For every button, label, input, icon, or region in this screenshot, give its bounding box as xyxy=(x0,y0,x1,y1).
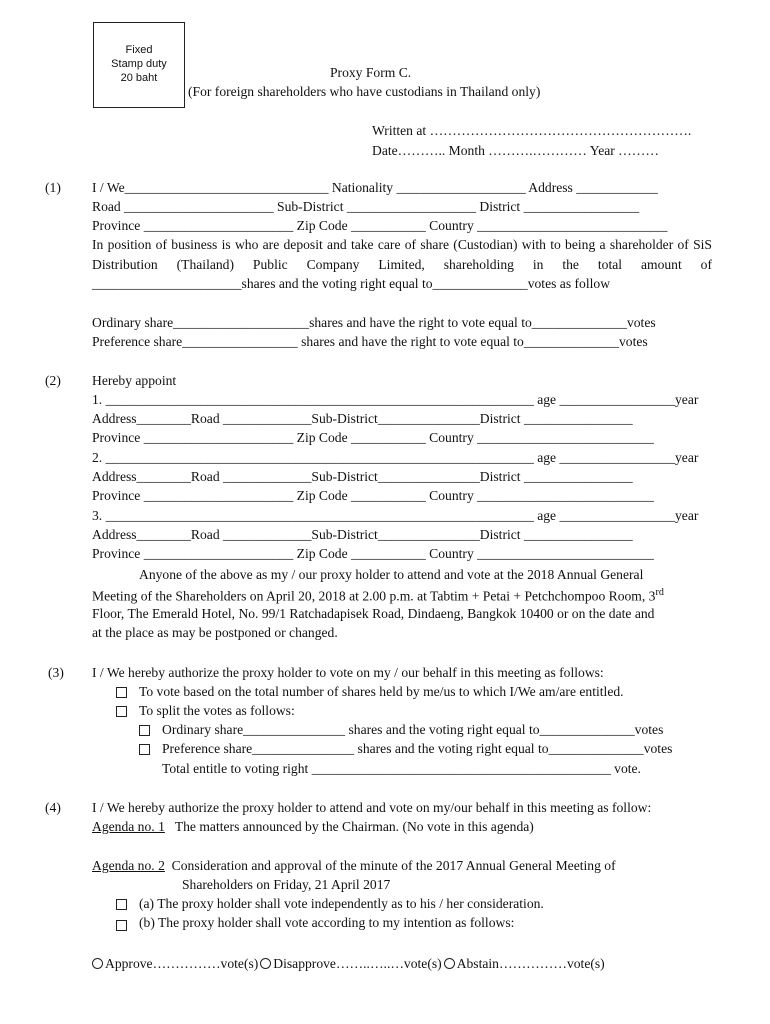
split-ordinary-checkbox[interactable] xyxy=(139,725,150,736)
agenda-2-text: Consideration and approval of the minute of the 2017 Annual General Meeting of xyxy=(171,858,616,873)
agenda-1-row xyxy=(92,820,534,834)
shareholder-province-line[interactable]: Province ______________________ Zip Code ___________ Country ____________________________ xyxy=(92,218,668,233)
approve-label: Approve……………vote(s) xyxy=(105,956,259,971)
abstain-label: Abstain……………vote(s) xyxy=(456,956,605,971)
agenda-2-option-a-checkbox[interactable] xyxy=(116,899,127,910)
agenda-1-label: Agenda no. 1 xyxy=(92,819,165,834)
form-title: Proxy Form C. xyxy=(330,65,412,80)
split-votes-checkbox[interactable] xyxy=(116,706,127,717)
split-preference-checkbox[interactable] xyxy=(139,744,150,755)
appointee-3-name-line[interactable]: 3. _______________________________________________________________ age _________________year xyxy=(92,508,699,523)
proxy-paragraph-line-2 xyxy=(92,588,664,603)
approve-radio[interactable] xyxy=(92,958,103,969)
appoint-heading: Hereby appoint xyxy=(92,373,177,388)
vote-all-label: To vote based on the total number of shares held by me/us to which I/We am/are entitled. xyxy=(139,684,624,699)
preference-share-line[interactable]: Preference share_________________ shares and have the right to vote equal to______________votes xyxy=(92,334,648,349)
total-voting-right-line[interactable]: Total entitle to voting right ____________________________________________ vote. xyxy=(162,761,641,776)
agenda-2-row xyxy=(92,859,616,873)
ordinal-suffix: rd xyxy=(655,587,664,598)
form-subtitle: (For foreign shareholders who have custodians in Thailand only) xyxy=(188,84,541,99)
stamp-duty-box xyxy=(93,22,185,108)
proxy-paragraph-line-4: at the place as may be postponed or changed. xyxy=(92,625,338,640)
agenda-2-option-a-label: (a) The proxy holder shall vote independently as to his / her consideration. xyxy=(139,896,544,911)
stamp-line-1: Fixed xyxy=(125,44,153,56)
ordinary-share-line[interactable]: Ordinary share____________________shares and have the right to vote equal to______________votes xyxy=(92,315,656,330)
disapprove-label: Disapprove……..…..…vote(s) xyxy=(273,956,442,971)
split-ordinary-line[interactable]: Ordinary share_______________ shares and the voting right equal to______________votes xyxy=(162,722,664,737)
section-3-number: (3) xyxy=(48,665,64,680)
section-2-number: (2) xyxy=(45,373,61,388)
section-4-heading: I / We hereby authorize the proxy holder to attend and vote on my/our behalf in this meeting as follow: xyxy=(92,800,652,815)
section-3-heading: I / We hereby authorize the proxy holder to vote on my / our behalf in this meeting as follows: xyxy=(92,665,604,680)
stamp-line-3: 20 baht xyxy=(120,72,158,84)
appointee-2-address-line[interactable]: Address________Road _____________Sub-District_______________District ________________ xyxy=(92,469,633,484)
split-preference-line[interactable]: Preference share_______________ shares and the voting right equal to______________votes xyxy=(162,741,673,756)
appointee-1-address-line[interactable]: Address________Road _____________Sub-District_______________District ________________ xyxy=(92,411,633,426)
disapprove-radio[interactable] xyxy=(260,958,271,969)
agenda-1-text: The matters announced by the Chairman. (No vote in this agenda) xyxy=(174,819,534,834)
date-field[interactable]: Date……….. Month ……….………… Year ……… xyxy=(372,143,659,158)
appointee-1-province-line[interactable]: Province ______________________ Zip Code ___________ Country __________________________ xyxy=(92,430,654,445)
agenda-2-option-b-checkbox[interactable] xyxy=(116,920,127,931)
appointee-3-province-line[interactable]: Province ______________________ Zip Code ___________ Country __________________________ xyxy=(92,546,654,561)
shareholder-name-line[interactable]: I / We______________________________ Nationality ___________________ Address ____________ xyxy=(92,180,658,195)
abstain-radio[interactable] xyxy=(444,958,455,969)
vote-all-checkbox[interactable] xyxy=(116,687,127,698)
written-at-field[interactable]: Written at …………………………………………………. xyxy=(372,123,692,138)
stamp-line-2: Stamp duty xyxy=(111,58,167,70)
appointee-2-province-line[interactable]: Province ______________________ Zip Code ___________ Country __________________________ xyxy=(92,488,654,503)
shareholder-road-line[interactable]: Road ______________________ Sub-District ___________________ District _________________ xyxy=(92,199,640,214)
appointee-2-name-line[interactable]: 2. _______________________________________________________________ age _________________year xyxy=(92,450,699,465)
proxy-paragraph-line-1: Anyone of the above as my / our proxy holder to attend and vote at the 2018 Annual General xyxy=(139,567,644,582)
custodian-paragraph: In position of business is who are deposit and take care of share (Custodian) with to being a shareholder of SiS Distribution (Thailand) Public Company Limited, shareholding in the total amount of ______________________shares and the voting right equal to______________votes as follow xyxy=(92,237,712,291)
appointee-1-name-line[interactable]: 1. _______________________________________________________________ age _________________year xyxy=(92,392,699,407)
proxy-paragraph-line-3: Floor, The Emerald Hotel, No. 99/1 Ratchadapisek Road, Dindaeng, Bangkok 10400 or on the date and xyxy=(92,606,655,621)
section-4-number: (4) xyxy=(45,800,61,815)
vote-options-row xyxy=(92,957,605,971)
section-1-number: (1) xyxy=(45,180,61,195)
agenda-2-label: Agenda no. 2 xyxy=(92,858,165,873)
appointee-3-address-line[interactable]: Address________Road _____________Sub-District_______________District ________________ xyxy=(92,527,633,542)
agenda-2-option-b-label: (b) The proxy holder shall vote according to my intention as follows: xyxy=(139,915,515,930)
split-votes-label: To split the votes as follows: xyxy=(139,703,295,718)
proxy-paragraph-line-2-text: Meeting of the Shareholders on April 20, 2018 at 2.00 p.m. at Tabtim + Petai + Petchchompoo Room, 3 xyxy=(92,588,656,604)
agenda-2-text-line-2: Shareholders on Friday, 21 April 2017 xyxy=(182,877,391,892)
